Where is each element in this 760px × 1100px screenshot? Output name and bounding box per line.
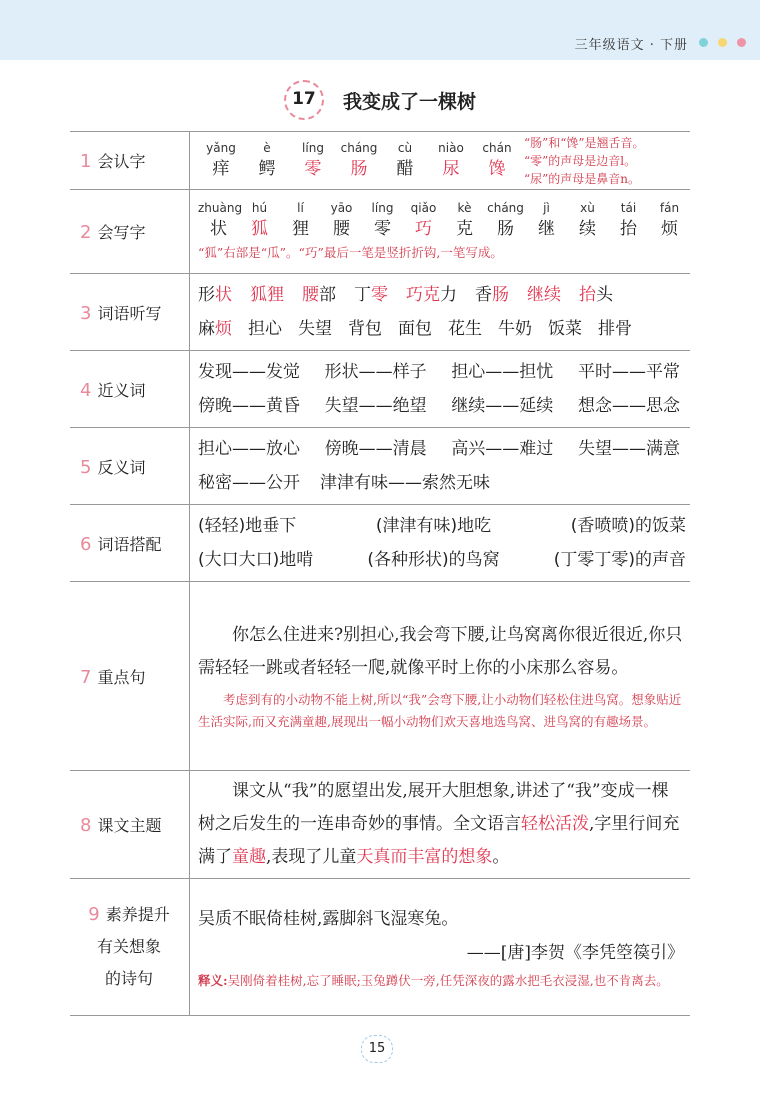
row-title: 词语听写: [97, 303, 162, 323]
synonym-pair: 继续——延续: [451, 396, 554, 416]
note-block: [520, 134, 645, 188]
word-segment: 腰: [302, 285, 319, 305]
word-segment: 饭菜: [548, 319, 582, 339]
synonym-pair: 担心——担忧: [451, 362, 554, 382]
hanzi: 继: [538, 218, 555, 239]
pinyin-char-cell: [567, 200, 608, 242]
row-number: 7: [80, 666, 92, 688]
word-segment: 担心: [248, 319, 282, 339]
word-segment: 排骨: [598, 319, 632, 339]
poem-line: 吴质不眠倚桂树,露脚斜飞湿寒兔。: [198, 909, 459, 929]
theme-highlight: 天真而丰富的想象: [356, 847, 493, 867]
hanzi: 零: [304, 158, 322, 179]
dictation-word: [527, 278, 561, 312]
word-segment: 麻: [198, 319, 215, 339]
dictation-word: [475, 278, 509, 312]
pinyin-char-cell: [526, 200, 567, 242]
teal-dot-icon: [699, 38, 708, 47]
hanzi: 烦: [661, 218, 678, 239]
dictation-word: [548, 312, 582, 346]
header-dots: [699, 38, 746, 47]
dictation-word: [250, 278, 284, 312]
word-segment: 肠: [492, 285, 509, 305]
pinyin: yǎng: [206, 140, 236, 155]
dictation-word: [598, 312, 632, 346]
dictation-word: [298, 312, 332, 346]
pinyin: hú: [251, 200, 268, 215]
word-segment: 失望: [298, 319, 332, 339]
hanzi: 狐: [251, 218, 268, 239]
synonym-pair: 失望——绝望: [324, 396, 427, 416]
pinyin: líng: [371, 200, 394, 215]
row-subtitle: 有关想象: [96, 937, 161, 956]
phrase: (各种形状)的鸟窝: [367, 550, 500, 570]
analysis-note: 考虑到有的小动物不能上树,所以“我”会弯下腰,让小动物们轻松住进鸟窝。想象贴近生活实际,而又充满童趣,展现出一幅小动物们欢天喜地选鸟窝、进鸟窝的有趣场景。: [198, 692, 682, 729]
note-line: “肠”和“馋”是翘舌音。: [524, 135, 645, 150]
pinyin: cháng: [340, 140, 378, 155]
row-write-chars: [70, 190, 690, 274]
word-segment: 背包: [348, 319, 382, 339]
dictation-word: [406, 278, 457, 312]
phrase-line: [198, 509, 690, 543]
word-segment: 零: [371, 285, 388, 305]
pinyin: lí: [297, 200, 304, 215]
pinyin: yāo: [330, 200, 353, 215]
phrase: (香喷喷)的饭菜: [570, 516, 686, 536]
word-line: [198, 312, 690, 346]
row-label: [70, 771, 190, 879]
dictation-word: [198, 278, 232, 312]
pinyin-char-cell: [362, 200, 403, 242]
row-number: 4: [80, 379, 92, 401]
word-segment: 丁: [354, 285, 371, 305]
row-content: [190, 351, 691, 428]
note-line: “狐”右部是“瓜”。“巧”最后一笔是竖折折钩,一笔写成。: [198, 244, 503, 260]
hanzi: 状: [210, 218, 227, 239]
word-segment: 抬: [579, 285, 596, 305]
pinyin-char-cell: [290, 140, 336, 182]
pinyin-char-cell: [444, 200, 485, 242]
row-label: [70, 132, 190, 190]
pinyin-char-cell: [280, 200, 321, 242]
page-number: 15: [361, 1035, 393, 1063]
word-segment: 形: [198, 285, 215, 305]
theme-segment: ,表现了儿童: [266, 847, 357, 867]
hanzi: 克: [456, 218, 473, 239]
word-segment: 牛奶: [498, 319, 532, 339]
pinyin-char-list: [198, 200, 690, 242]
dictation-word: [354, 278, 388, 312]
pair-line: [198, 432, 690, 466]
word-segment: 巧克: [406, 285, 440, 305]
pinyin-char-cell: [649, 200, 690, 242]
dictation-word: [498, 312, 532, 346]
theme-segment: 。: [492, 847, 510, 867]
row-label: [70, 505, 190, 582]
row-poem: [70, 879, 690, 1016]
pinyin: qiǎo: [410, 200, 437, 215]
hanzi: 肠: [497, 218, 514, 239]
dictation-word: [248, 312, 282, 346]
row-recognize-chars: [70, 132, 690, 190]
pinyin-char-cell: [608, 200, 649, 242]
pinyin-char-cell: [198, 200, 243, 242]
row-label: [70, 190, 190, 274]
row-number: 2: [80, 222, 92, 243]
word-segment: 部: [319, 285, 336, 305]
note-line: “零”的声母是边音l。: [524, 153, 637, 168]
row-content: [190, 505, 691, 582]
row-subtitle: 的诗句: [104, 969, 153, 988]
word-segment: 头: [596, 285, 613, 305]
dictation-word: [302, 278, 336, 312]
antonym-pair: 高兴——难过: [451, 439, 554, 459]
antonym-pair: 失望——满意: [577, 439, 680, 459]
poem-explanation: [198, 970, 684, 992]
dictation-word: [579, 278, 613, 312]
theme-segment: 课文从“我”的愿望出发,展开大胆想象,讲述了“我”变成一棵树之后发生的一连串奇妙的事情。全文语言: [198, 781, 669, 834]
phrase: (丁零丁零)的声音: [553, 550, 686, 570]
hanzi: 巧: [415, 218, 432, 239]
row-title: 词语搭配: [97, 534, 162, 554]
phrase: (轻轻)地垂下: [198, 516, 297, 536]
row-dictation: [70, 274, 690, 351]
pinyin: tái: [620, 200, 637, 215]
theme-highlight: 童趣: [232, 847, 266, 867]
hanzi: 鳄: [258, 158, 276, 179]
row-title: 课文主题: [97, 816, 162, 835]
row-content: [190, 428, 691, 505]
dictation-word: [398, 312, 432, 346]
row-title: 重点句: [97, 667, 146, 687]
note-line: “尿”的声母是鼻音n。: [524, 171, 640, 186]
pinyin-char-cell: [485, 200, 526, 242]
pinyin-char-cell: [474, 140, 520, 182]
row-title: 素养提升: [105, 905, 170, 924]
row-antonyms: [70, 428, 690, 505]
lesson-title: 我变成了一棵树: [343, 90, 477, 113]
phrase: (大口大口)地啃: [198, 550, 314, 570]
row-label: [70, 428, 190, 505]
pinyin: fán: [659, 200, 680, 215]
word-segment: 香: [475, 285, 492, 305]
row-title: 会认字: [97, 152, 146, 171]
grade-label: 三年级语文 · 下册: [574, 38, 688, 53]
row-content: [190, 582, 691, 771]
pinyin: xù: [580, 200, 595, 215]
hanzi: 痒: [212, 158, 230, 179]
pinyin: è: [263, 140, 271, 155]
synonym-pair: 发现——发觉: [198, 362, 300, 382]
row-content: [190, 190, 691, 274]
hanzi: 抬: [620, 218, 637, 239]
word-segment: 继续: [527, 285, 561, 305]
row-theme: [70, 771, 690, 879]
pinyin-char-cell: [403, 200, 444, 242]
pinyin: chán: [482, 140, 512, 155]
pinyin: zhuàng: [198, 200, 243, 215]
lesson-number: 17: [284, 80, 324, 120]
lesson-heading: [0, 80, 760, 120]
row-number: 8: [80, 815, 92, 836]
row-content: [190, 132, 691, 190]
row-title: 反义词: [97, 457, 146, 477]
phrase-line: [198, 543, 690, 577]
pinyin: cháng: [487, 200, 524, 215]
row-label: [70, 879, 190, 1016]
dictation-word: [198, 312, 232, 346]
word-segment: 状: [215, 285, 232, 305]
row-number: 1: [80, 151, 92, 172]
hanzi: 零: [374, 218, 391, 239]
word-segment: 力: [440, 285, 457, 305]
hanzi: 腰: [333, 218, 350, 239]
row-label: [70, 274, 190, 351]
pinyin: niào: [438, 140, 464, 155]
row-title: 近义词: [97, 380, 146, 400]
pinyin-char-cell: [321, 200, 362, 242]
pinyin-char-cell: [428, 140, 474, 182]
row-content: [190, 274, 691, 351]
yellow-dot-icon: [718, 38, 727, 47]
row-number: 6: [80, 533, 92, 555]
pinyin-char-cell: [239, 200, 280, 242]
pinyin: líng: [302, 140, 324, 155]
word-segment: 面包: [398, 319, 432, 339]
row-content: [190, 879, 691, 1016]
synonym-pair: 形状——样子: [324, 362, 427, 382]
antonym-pair: 傍晚——清晨: [324, 439, 427, 459]
row-number: 9: [88, 904, 100, 925]
row-collocations: [70, 505, 690, 582]
theme-text: [198, 775, 684, 874]
pinyin-char-list: [198, 140, 520, 182]
header-bar: [0, 0, 760, 60]
row-key-sentence: [70, 582, 690, 771]
pinyin: jì: [543, 200, 550, 215]
word-line: [198, 278, 690, 312]
antonym-pair: 担心——放心: [198, 439, 300, 459]
theme-segment: ,字里行间充满了: [198, 814, 680, 867]
row-label: [70, 582, 190, 771]
hanzi: 狸: [292, 218, 309, 239]
dictation-word: [348, 312, 382, 346]
hanzi: 醋: [396, 158, 414, 179]
theme-highlight: 轻松活泼: [521, 814, 589, 834]
pinyin: cù: [397, 140, 413, 155]
study-table: [70, 131, 690, 1016]
antonym-pair: 秘密——公开: [198, 473, 300, 493]
explanation-label: 释义:: [198, 973, 228, 988]
pinyin: kè: [457, 200, 472, 215]
key-sentence-text: 你怎么住进来?别担心,我会弯下腰,让鸟窝离你很近很近,你只需轻轻一跳或者轻轻一爬,就像平时上你的小床那么容易。: [198, 625, 683, 678]
pinyin-char-cell: [336, 140, 382, 182]
row-title: 会写字: [97, 223, 146, 242]
hanzi: 馋: [488, 158, 506, 179]
antonym-pair: 津津有味——索然无味: [320, 473, 490, 493]
hanzi: 续: [579, 218, 596, 239]
dictation-word: [448, 312, 482, 346]
word-segment: 花生: [448, 319, 482, 339]
word-segment: 烦: [215, 319, 232, 339]
row-label: [70, 351, 190, 428]
pinyin-char-cell: [244, 140, 290, 182]
pair-line: [198, 389, 690, 423]
row-number: 3: [80, 302, 92, 324]
hanzi: 尿: [442, 158, 460, 179]
row-synonyms: [70, 351, 690, 428]
synonym-pair: 傍晚——黄昏: [198, 396, 300, 416]
pair-line: [198, 355, 690, 389]
pair-line: [198, 466, 690, 500]
phrase: (津津有味)地吃: [375, 516, 492, 536]
pink-dot-icon: [737, 38, 746, 47]
row-content: [190, 771, 691, 879]
pinyin-char-cell: [382, 140, 428, 182]
word-segment: 狐狸: [250, 285, 284, 305]
synonym-pair: 想念——思念: [577, 396, 680, 416]
poem-source: ——[唐]李贺《李凭箜篌引》: [466, 943, 684, 963]
row-number: 5: [80, 456, 92, 478]
pinyin-char-cell: [198, 140, 244, 182]
synonym-pair: 平时——平常: [577, 362, 680, 382]
explanation-text: 吴刚倚着桂树,忘了睡眠;玉兔蹲伏一旁,任凭深夜的露水把毛衣浸湿,也不肯离去。: [227, 973, 669, 988]
hanzi: 肠: [350, 158, 368, 179]
